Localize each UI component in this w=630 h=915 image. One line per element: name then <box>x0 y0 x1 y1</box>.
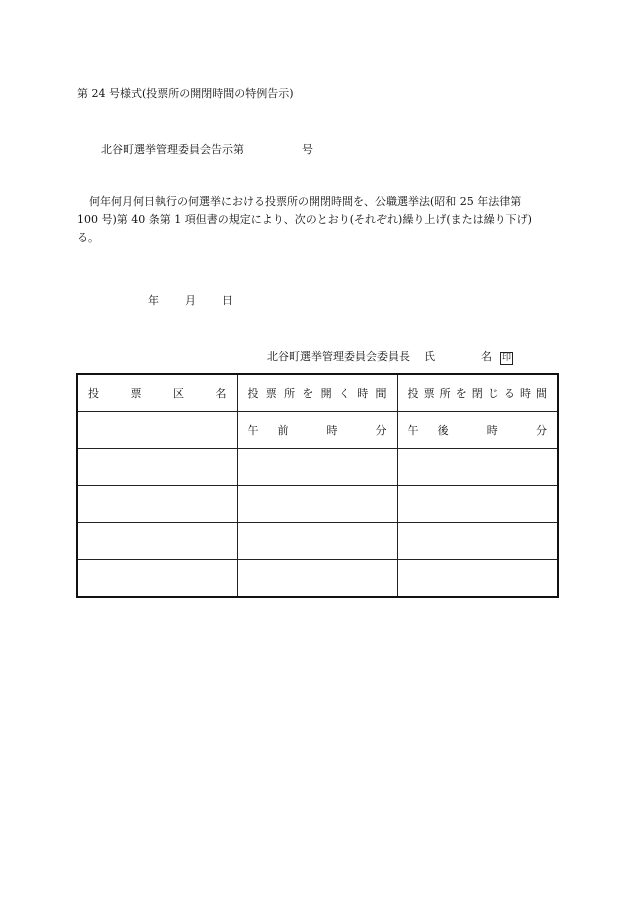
cell-precinct-name <box>77 523 237 560</box>
signer-title: 北谷町選挙管理委員会委員長 <box>267 350 410 363</box>
table-row <box>77 486 558 523</box>
cell-opening-time <box>237 449 397 486</box>
header-opening-time-char: を <box>302 387 314 400</box>
cell-closing-time <box>397 523 558 560</box>
body-line-1: 何年何月何日執行の何選挙における投票所の開閉時間を、公職選挙法(昭和 25 年法律第 <box>89 195 522 208</box>
time-cell-precinct-name <box>77 412 237 449</box>
time-cell-opening-time <box>237 412 397 449</box>
header-precinct-name-char: 票 <box>130 387 142 400</box>
signer-line <box>267 348 513 365</box>
notice-number-line <box>101 141 313 157</box>
cell-precinct-name <box>77 560 237 598</box>
time-cell-closing-time-char: 分 <box>535 424 547 437</box>
time-cell-opening-time-char: 分 <box>375 424 387 437</box>
table-header-row <box>77 374 558 412</box>
table-row <box>77 560 558 598</box>
form-title: 第 24 号様式(投票所の開閉時間の特例告示) <box>77 87 294 100</box>
table-row <box>77 523 558 560</box>
cell-precinct-name <box>77 449 237 486</box>
date-month: 月 <box>185 294 196 307</box>
header-closing-time-char: 投 <box>407 387 419 400</box>
header-precinct-name <box>77 374 237 412</box>
signer-shi: 氏 <box>424 350 435 363</box>
header-closing-time-char: 閉 <box>471 387 483 400</box>
header-closing-time-char: 間 <box>536 387 547 400</box>
notice-prefix: 北谷町選挙管理委員会告示第 <box>101 143 244 156</box>
cell-closing-time <box>397 486 558 523</box>
table-row <box>77 449 558 486</box>
time-cell-opening-time-char: 午 <box>247 424 259 437</box>
time-cell-closing-time-char: 後 <box>437 424 449 437</box>
cell-precinct-name <box>77 486 237 523</box>
header-closing-time-char: る <box>503 387 515 400</box>
time-cell-closing-time-char: 午 <box>407 424 419 437</box>
header-precinct-name-char: 名 <box>215 387 227 400</box>
header-opening-time-char: 間 <box>375 387 387 400</box>
cell-opening-time <box>237 486 397 523</box>
date-year: 年 <box>148 294 159 307</box>
date-line <box>148 292 233 308</box>
header-opening-time-char: 票 <box>265 387 277 400</box>
header-closing-time-char: 時 <box>519 387 531 400</box>
header-opening-time-char: 開 <box>320 387 332 400</box>
header-opening-time-char: 投 <box>247 387 259 400</box>
header-opening-time-char: 時 <box>357 387 369 400</box>
time-label-row <box>77 412 558 449</box>
cell-closing-time <box>397 560 558 598</box>
header-closing-time <box>397 374 558 412</box>
header-precinct-name-char: 投 <box>88 387 99 400</box>
seal-mark: 印 <box>502 353 512 363</box>
body-line-2: 100 号)第 40 条第 1 項但書の規定により、次のとおり(それぞれ)繰り上げ(または繰り下げ) <box>77 213 532 226</box>
header-opening-time <box>237 374 397 412</box>
notice-number-label: 号 <box>302 143 313 156</box>
header-precinct-name-char: 区 <box>173 387 184 400</box>
signer-mei: 名 <box>481 350 492 363</box>
cell-closing-time <box>397 449 558 486</box>
cell-opening-time <box>237 523 397 560</box>
table-body <box>77 374 558 597</box>
time-cell-closing-time-char: 時 <box>486 424 498 437</box>
body-line-3: る。 <box>77 231 99 244</box>
time-cell-opening-time-char: 前 <box>277 424 289 437</box>
header-opening-time-char: 所 <box>284 387 296 400</box>
polling-hours-table <box>76 373 559 598</box>
header-closing-time-char: 所 <box>439 387 451 400</box>
header-closing-time-char: を <box>455 387 467 400</box>
header-opening-time-char: く <box>338 387 350 400</box>
notice-body <box>77 193 557 247</box>
cell-opening-time <box>237 560 397 598</box>
header-closing-time-char: 票 <box>423 387 435 400</box>
date-day: 日 <box>222 294 233 307</box>
time-cell-closing-time <box>397 412 558 449</box>
time-cell-opening-time-char: 時 <box>326 424 338 437</box>
header-closing-time-char: じ <box>487 387 499 400</box>
